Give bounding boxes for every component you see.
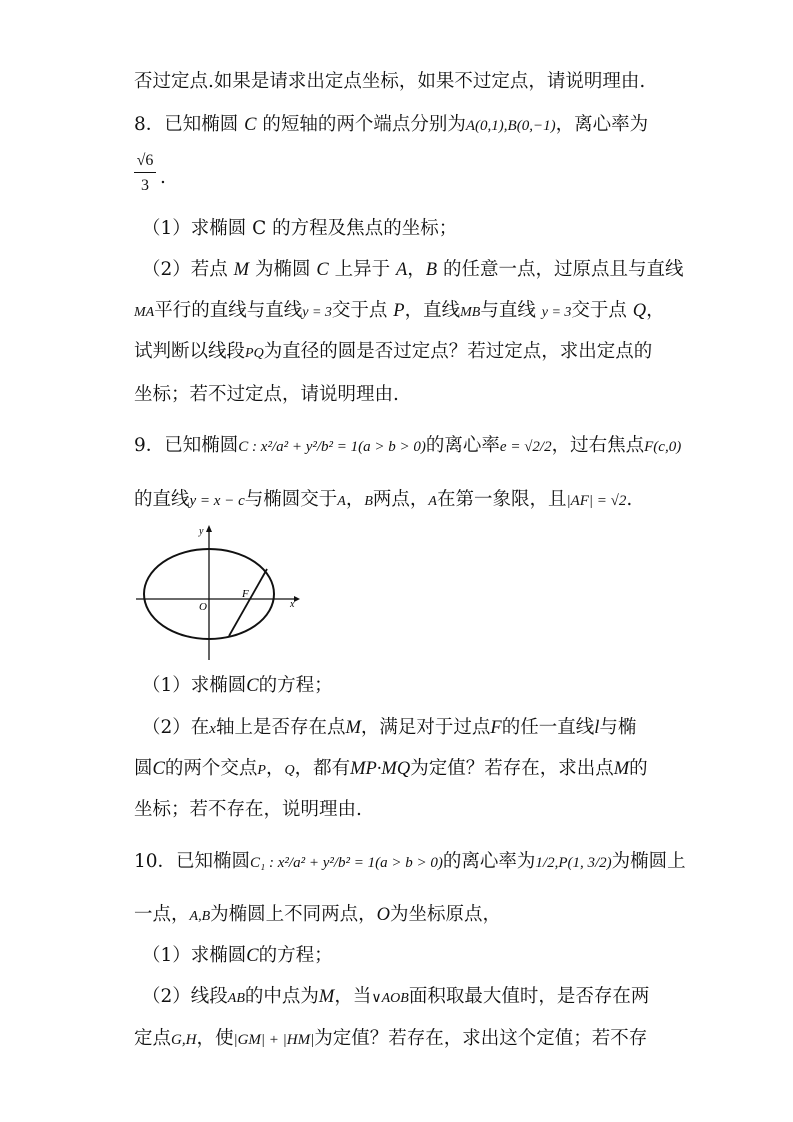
text: 10．已知椭圆 — [134, 851, 251, 872]
text: ，过右焦点 — [551, 435, 645, 456]
math: x — [209, 721, 216, 737]
text: ， — [345, 489, 365, 510]
text: 平行的直线与直线 — [154, 300, 303, 321]
text: 为坐标原点， — [390, 904, 502, 925]
math: PQ — [245, 346, 264, 361]
text-line — [142, 258, 753, 282]
text: ，都有 — [294, 758, 351, 779]
ellipse-diagram — [134, 522, 304, 667]
fraction-denominator: 3 — [141, 177, 149, 194]
text-line — [134, 70, 753, 94]
text: . — [626, 489, 633, 510]
math: M — [318, 987, 335, 1007]
text: 的方程； — [258, 675, 333, 696]
math: Q — [284, 763, 295, 778]
text: 坐标；若不过定点，请说明理由. — [134, 384, 399, 405]
math: C — [246, 676, 259, 696]
text: 与直线 — [480, 300, 542, 321]
text: 一点， — [134, 904, 190, 925]
text: 的任一直线 — [501, 717, 595, 738]
math: C : x²/a² + y²/b² = 1(a > b > 0) — [238, 439, 426, 455]
text-line — [142, 674, 753, 698]
text-line — [134, 488, 753, 514]
text: 交于点 — [331, 300, 394, 321]
text: 8．已知椭圆 — [134, 114, 245, 135]
math: Q — [632, 301, 647, 321]
text: 坐标；若不存在，说明理由. — [134, 799, 362, 820]
math: MA — [134, 305, 155, 320]
text: ， — [407, 259, 426, 280]
math: A — [395, 260, 408, 280]
text: . — [160, 167, 166, 188]
math: F — [490, 718, 502, 738]
text: 上异于 — [328, 259, 396, 280]
text: 的离心率 — [425, 435, 500, 456]
math: B — [364, 494, 373, 509]
focus-label: F — [242, 588, 249, 600]
text: 的直线 — [134, 489, 190, 510]
text-line — [142, 944, 753, 968]
text: 的离心率为 — [442, 851, 536, 872]
math: |AF| = √2 — [566, 493, 627, 509]
origin-label: O — [199, 601, 207, 613]
problem-9-line-1 — [134, 434, 753, 459]
text: 试判断以线段 — [134, 341, 246, 362]
math: P — [393, 301, 405, 321]
math: l — [594, 718, 600, 738]
text: ， — [646, 300, 665, 321]
text-line — [134, 340, 753, 366]
text: ，当 — [334, 986, 372, 1007]
math: C — [244, 115, 257, 135]
text: 交于点 — [571, 300, 633, 321]
text: ，满足对于过点 — [360, 717, 491, 738]
text: ，直线 — [404, 300, 461, 321]
text: 为椭圆上不同两点， — [210, 904, 377, 925]
text: （1）求椭圆 — [142, 945, 247, 966]
text: 与椭 — [599, 717, 637, 738]
text-line — [134, 383, 753, 407]
math: y = x − c — [189, 493, 245, 509]
y-axis-arrow — [206, 525, 212, 532]
math: AB — [227, 991, 245, 1006]
math: P — [257, 763, 266, 778]
math: A(0,1),B(0,−1) — [465, 118, 556, 134]
eccentricity-fraction — [134, 152, 156, 195]
text: 否过定点.如果是请求出定点坐标，如果不过定点，请说明理由. — [134, 71, 646, 92]
text: 为椭圆 — [249, 259, 317, 280]
text: 为椭圆上 — [611, 851, 686, 872]
text: 轴上是否存在点 — [215, 717, 346, 738]
text: ，离心率为 — [555, 114, 649, 135]
math: B — [425, 260, 438, 280]
text-line — [142, 716, 753, 741]
text: （2）在 — [142, 717, 210, 738]
text: 的短轴的两个端点分别为 — [256, 114, 466, 135]
text-line — [134, 299, 753, 325]
math: M — [613, 759, 630, 779]
text-line — [142, 217, 753, 241]
line-through-focus — [229, 569, 267, 636]
math: C₁ : x²/a² + y²/b² = 1(a > b > 0) — [250, 855, 443, 871]
math: 1/2 — [535, 855, 555, 871]
text: 的两个交点 — [164, 758, 258, 779]
text: 圆 — [134, 758, 153, 779]
text-line — [160, 166, 753, 190]
math: A — [337, 494, 346, 509]
text-line — [134, 903, 753, 929]
math: M — [345, 718, 361, 738]
math: ∨AOB — [371, 991, 409, 1006]
text-line — [134, 757, 753, 783]
text: 为定值？若存在，求出点 — [410, 758, 614, 779]
text: 的方程； — [258, 945, 333, 966]
math: C — [246, 946, 259, 966]
text: 面积取最大值时，是否存在两 — [408, 986, 650, 1007]
math: O — [376, 905, 391, 925]
math: P(1, 3/2) — [558, 855, 612, 871]
text: 的 — [629, 758, 648, 779]
y-label: y — [199, 526, 204, 537]
text: （2）线段 — [142, 986, 228, 1007]
math: C — [152, 759, 165, 779]
text-line — [142, 985, 753, 1011]
text-line — [134, 798, 753, 822]
x-axis-arrow — [294, 596, 300, 602]
math: |GM| + |HM| — [233, 1032, 315, 1048]
text: ，使 — [196, 1028, 234, 1049]
problem-8-line-1 — [134, 113, 753, 138]
fraction-numerator: √6 — [134, 152, 156, 173]
text: 的中点为 — [244, 986, 319, 1007]
text: 的任意一点，过原点且与直线 — [437, 259, 684, 280]
text: 定点 — [134, 1028, 172, 1049]
math: F(c,0) — [644, 439, 682, 455]
math: e = √2/2 — [499, 439, 552, 455]
math: M — [233, 260, 250, 280]
math: A,B — [189, 909, 211, 924]
problem-10-line-1: 10．已知椭圆C₁ : x²/a² + y²/b² = 1(a > b > 0)的离心率为1/2,P(1, 3/2)为椭圆上 — [134, 851, 686, 872]
text: 与椭圆交于 — [244, 489, 338, 510]
math: y = 3 — [541, 305, 572, 320]
text: ， — [265, 758, 285, 779]
text: 在第一象限，且 — [436, 489, 567, 510]
text: （2）若点 — [142, 259, 234, 280]
text: （1）求椭圆 C 的方程及焦点的坐标； — [142, 218, 458, 239]
text: 两点， — [372, 489, 429, 510]
math: G,H — [171, 1032, 197, 1048]
text-line — [134, 1027, 753, 1052]
text: （1）求椭圆 — [142, 675, 247, 696]
math: MP·MQ — [350, 759, 411, 779]
math: MB — [460, 305, 481, 320]
math: C — [316, 260, 329, 280]
text: 9．已知椭圆 — [134, 435, 239, 456]
x-label: x — [290, 599, 295, 610]
text: 为直径的圆是否过定点？若过定点，求出定点的 — [263, 341, 653, 362]
math: y = 3 — [302, 305, 332, 320]
text: 为定值？若存在，求出这个定值；若不存 — [314, 1028, 648, 1049]
math: A — [428, 494, 437, 509]
ellipse-figure — [134, 522, 304, 667]
